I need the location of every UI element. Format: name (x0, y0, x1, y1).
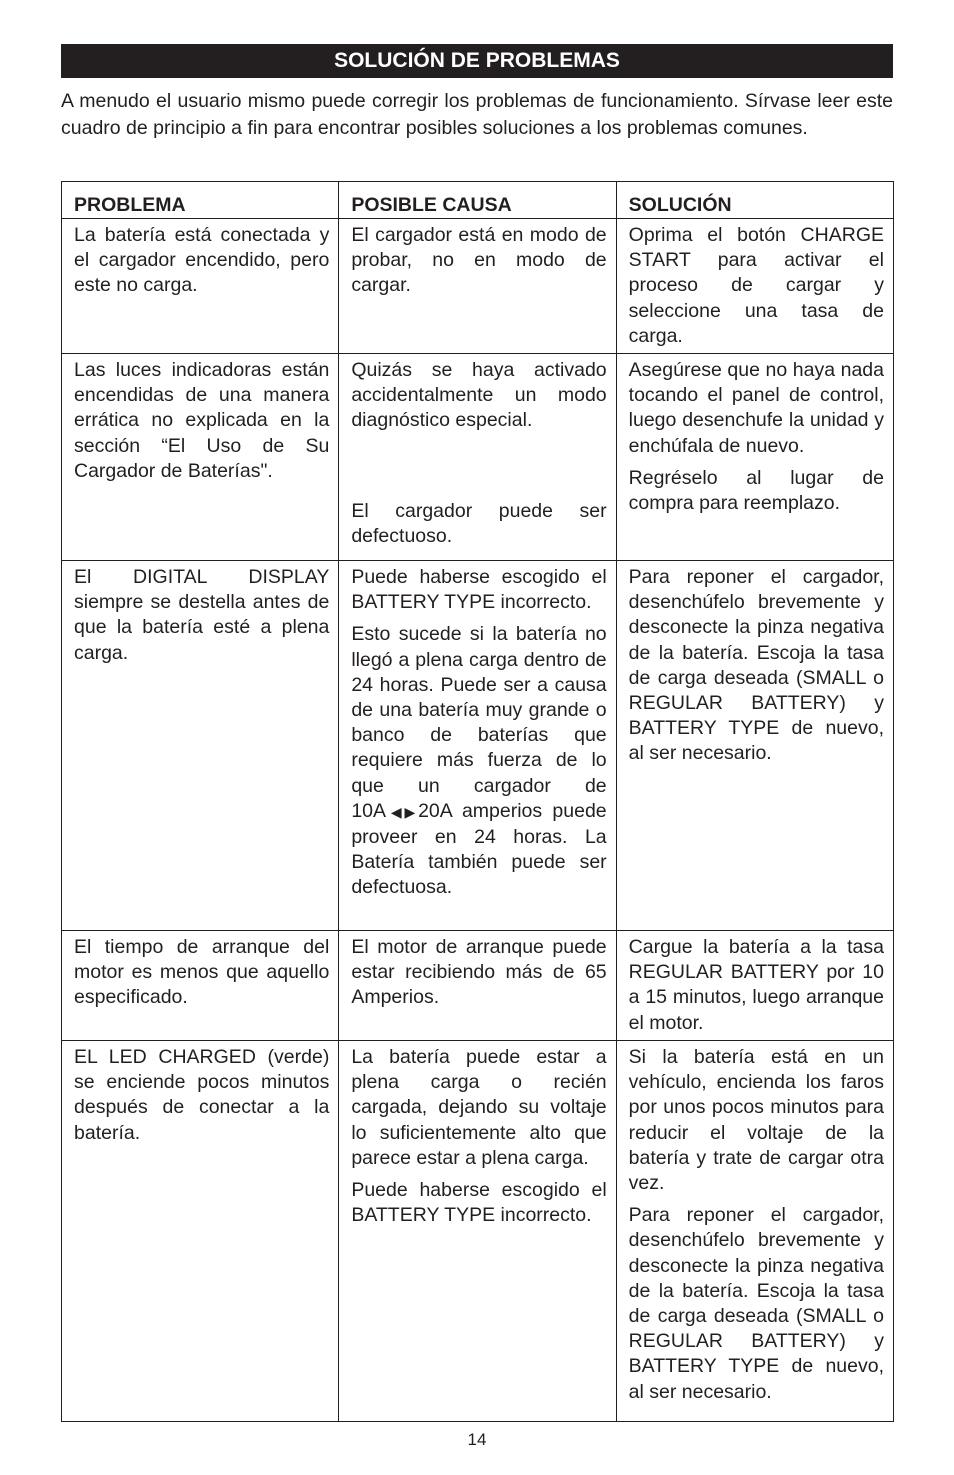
solution-cell (616, 561, 893, 931)
header-solution: SOLUCIÓN (616, 182, 893, 219)
cause-cell (339, 354, 616, 561)
solution-text: Oprima el botón CHARGE START para activar el proceso de cargar y seleccione una tasa de carga. (628, 224, 884, 347)
problem-text: EL LED CHARGED (verde) se enciende pocos minutos después de conectar a la batería. (74, 1046, 330, 1144)
section-title: SOLUCIÓN DE PROBLEMAS (61, 44, 893, 78)
table-header-row (62, 182, 894, 219)
solution-text: Asegúrese que no haya nada tocando el panel de control, luego desenchufe la unidad y enchúfala de nuevo. (628, 359, 884, 457)
table-row (62, 1041, 894, 1422)
table-row (62, 931, 894, 1041)
cause-cell (339, 931, 616, 1041)
amp-prefix: 10A (351, 799, 387, 822)
problem-cell (62, 1041, 339, 1422)
cause-cell (339, 561, 616, 931)
solution-text: Para reponer el cargador, desenchúfelo brevemente y desconecte la pinza negativa de la batería. Escoja la tasa de carga deseada (SMALL o REGULAR BATTERY) y BATTERY TYPE de nuevo, al ser necesario. (628, 1204, 884, 1403)
cause-text: El cargador puede ser defectuoso. (351, 499, 607, 547)
cause-text: El motor de arranque puede estar recibiendo más de 65 Amperios. (351, 936, 607, 1009)
cause-cell (339, 1041, 616, 1422)
solution-cell (616, 931, 893, 1041)
solution-cell (616, 1041, 893, 1422)
problem-text: Las luces indicadoras están encendidas de una manera errática no explicada en la sección “El Uso de Su Cargador de Baterías". (74, 359, 330, 482)
header-problem: PROBLEMA (62, 182, 339, 219)
solution-text: Para reponer el cargador, desenchúfelo brevemente y desconecte la pinza negativa de la batería. Escoja la tasa de carga deseada (SMALL o REGULAR BATTERY) y BATTERY TYPE de nuevo, al ser necesario. (628, 566, 884, 765)
problem-text: El DIGITAL DISPLAY siempre se destella antes de que la batería esté a plena carga. (74, 566, 330, 664)
problem-text: La batería está conectada y el cargador encendido, pero este no carga. (74, 224, 330, 297)
problem-cell (62, 219, 339, 354)
cause-text: La batería puede estar a plena carga o recién cargada, dejando su voltaje lo suficientemente alto que parece estar a plena carga. (351, 1046, 607, 1169)
solution-cell (616, 219, 893, 354)
cause-text: Puede haberse escogido el BATTERY TYPE incorrecto. (351, 1179, 607, 1227)
solution-text: Regréselo al lugar de compra para reemplazo. (628, 466, 884, 515)
solution-cell (616, 354, 893, 561)
problem-cell (62, 354, 339, 561)
problem-text: El tiempo de arranque del motor es menos que aquello especificado. (74, 936, 330, 1009)
cause-text: Esto sucede si la batería no llegó a plena carga dentro de 24 horas. Puede ser a causa de una batería muy grande o banco de baterías que requiere más fuerza de lo que un cargador de (351, 623, 607, 797)
problem-cell (62, 561, 339, 931)
page-number: 14 (467, 1430, 487, 1449)
cause-text: 20A amperios puede proveer en 24 horas. La Batería también puede ser defectuosa. (351, 799, 607, 899)
header-cause: POSIBLE CAUSA (339, 182, 616, 219)
cause-text: Quizás se haya activado accidentalmente un modo diagnóstico especial. (351, 359, 607, 432)
arrows-icon: ◀▶ (386, 803, 419, 820)
intro-paragraph: A menudo el usuario mismo puede corregir los problemas de funcionamiento. Sírvase leer este cuadro de principio a fin para encontrar posibles soluciones a los problemas comunes. (61, 90, 893, 139)
cause-text: Puede haberse escogido el BATTERY TYPE incorrecto. (351, 566, 607, 614)
cause-text: El cargador está en modo de probar, no en modo de cargar. (351, 224, 607, 297)
solution-text: Si la batería está en un vehículo, encienda los faros por unos pocos minutos para reducir el voltaje de la batería y trate de cargar otra vez. (628, 1046, 884, 1195)
cause-text-compound (351, 622, 606, 900)
troubleshooting-table (61, 181, 894, 1422)
table-row (62, 219, 894, 354)
problem-cell (62, 931, 339, 1041)
solution-text: Cargue la batería a la tasa REGULAR BATTERY por 10 a 15 minutos, luego arranque el motor. (628, 936, 884, 1034)
table-row (62, 354, 894, 561)
cause-cell (339, 219, 616, 354)
table-row (62, 561, 894, 931)
